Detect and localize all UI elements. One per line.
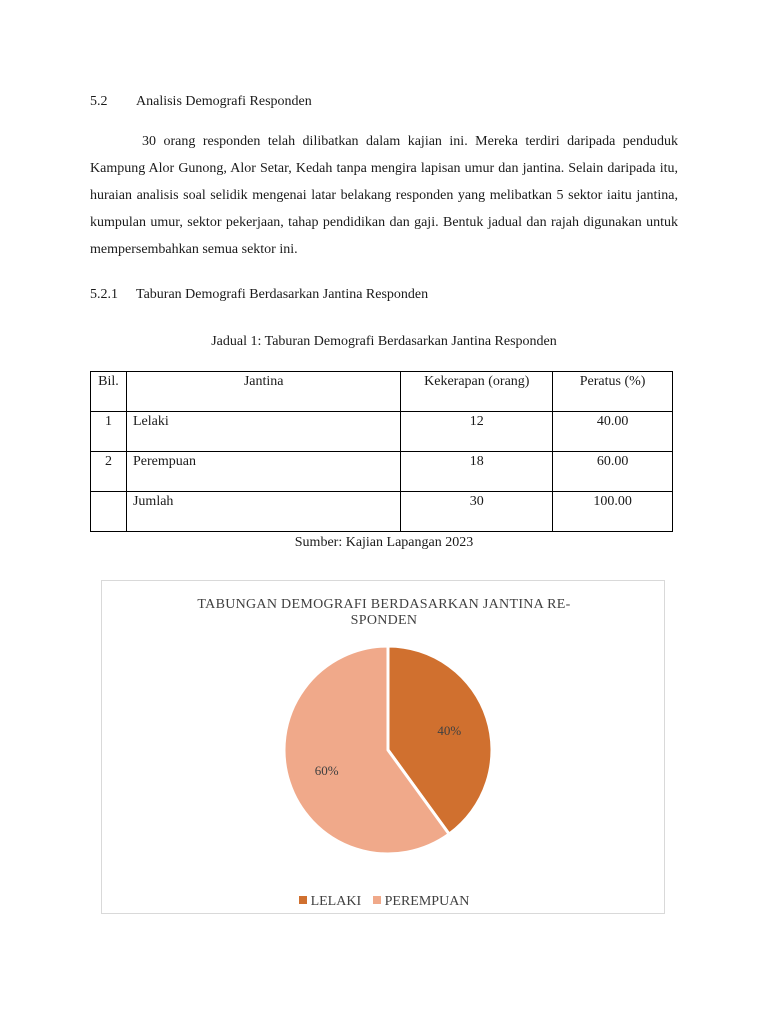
table-caption: Jadual 1: Taburan Demografi Berdasarkan Jantina Responden (211, 334, 557, 349)
table-header-row (91, 372, 673, 412)
subsection-number: 5.2.1 (90, 287, 118, 302)
cell-peratus: 60.00 (553, 452, 673, 492)
header-bil: Bil. (91, 372, 127, 412)
chart-title-line: SPONDEN (350, 613, 418, 628)
header-peratus: Peratus (%) (553, 372, 673, 412)
legend-label-lelaki: LELAKI (310, 894, 362, 909)
cell-bil (91, 492, 127, 532)
demographic-table (90, 371, 673, 532)
section-number: 5.2 (90, 94, 108, 109)
subsection-heading (90, 287, 428, 303)
header-kekerapan: Kekerapan (orang) (401, 372, 553, 412)
pie-plot (102, 581, 666, 881)
legend-swatch-lelaki (299, 896, 307, 904)
section-heading (90, 94, 312, 110)
chart-legend (102, 894, 666, 910)
cell-peratus: 100.00 (553, 492, 673, 532)
legend-label-perempuan: PEREMPUAN (384, 894, 470, 909)
pie-data-label-lelaki: 40% (437, 723, 462, 739)
cell-bil: 2 (91, 452, 127, 492)
table-row (91, 492, 673, 532)
pie-data-label-perempuan: 60% (314, 762, 339, 778)
cell-jantina: Lelaki (126, 412, 400, 452)
cell-jantina: Perempuan (126, 452, 400, 492)
subsection-title: Taburan Demografi Berdasarkan Jantina Responden (136, 287, 429, 302)
header-jantina: Jantina (126, 372, 400, 412)
cell-jantina: Jumlah (126, 492, 400, 532)
legend-item-lelaki (299, 894, 362, 910)
chart-title-line: TABUNGAN DEMOGRAFI BERDASARKAN JANTINA RE- (197, 597, 571, 612)
cell-kekerapan: 12 (401, 412, 553, 452)
table-source: Sumber: Kajian Lapangan 2023 (294, 535, 474, 550)
cell-bil: 1 (91, 412, 127, 452)
legend-item-perempuan (373, 894, 470, 910)
legend-swatch-perempuan (373, 896, 381, 904)
cell-kekerapan: 30 (401, 492, 553, 532)
intro-paragraph: 30 orang responden telah dilibatkan dalam kajian ini. Mereka terdiri daripada penduduk Kampung Alor Gunong, Alor Setar, Kedah tanpa mengira lapisan umur dan jantina. Selain daripada itu, huraian analisis soal selidik mengenai latar belakang responden yang melibatkan 5 sektor iaitu jantina, kumpulan umur, sektor pekerjaan, tahap pendidikan dan gaji. Bentuk jadual dan rajah digunakan untuk mempersembahkan semua sektor ini. (90, 134, 678, 257)
cell-kekerapan: 18 (401, 452, 553, 492)
section-title: Analisis Demografi Responden (136, 94, 312, 109)
pie-chart (101, 580, 665, 914)
table-row (91, 412, 673, 452)
cell-peratus: 40.00 (553, 412, 673, 452)
table-row (91, 452, 673, 492)
